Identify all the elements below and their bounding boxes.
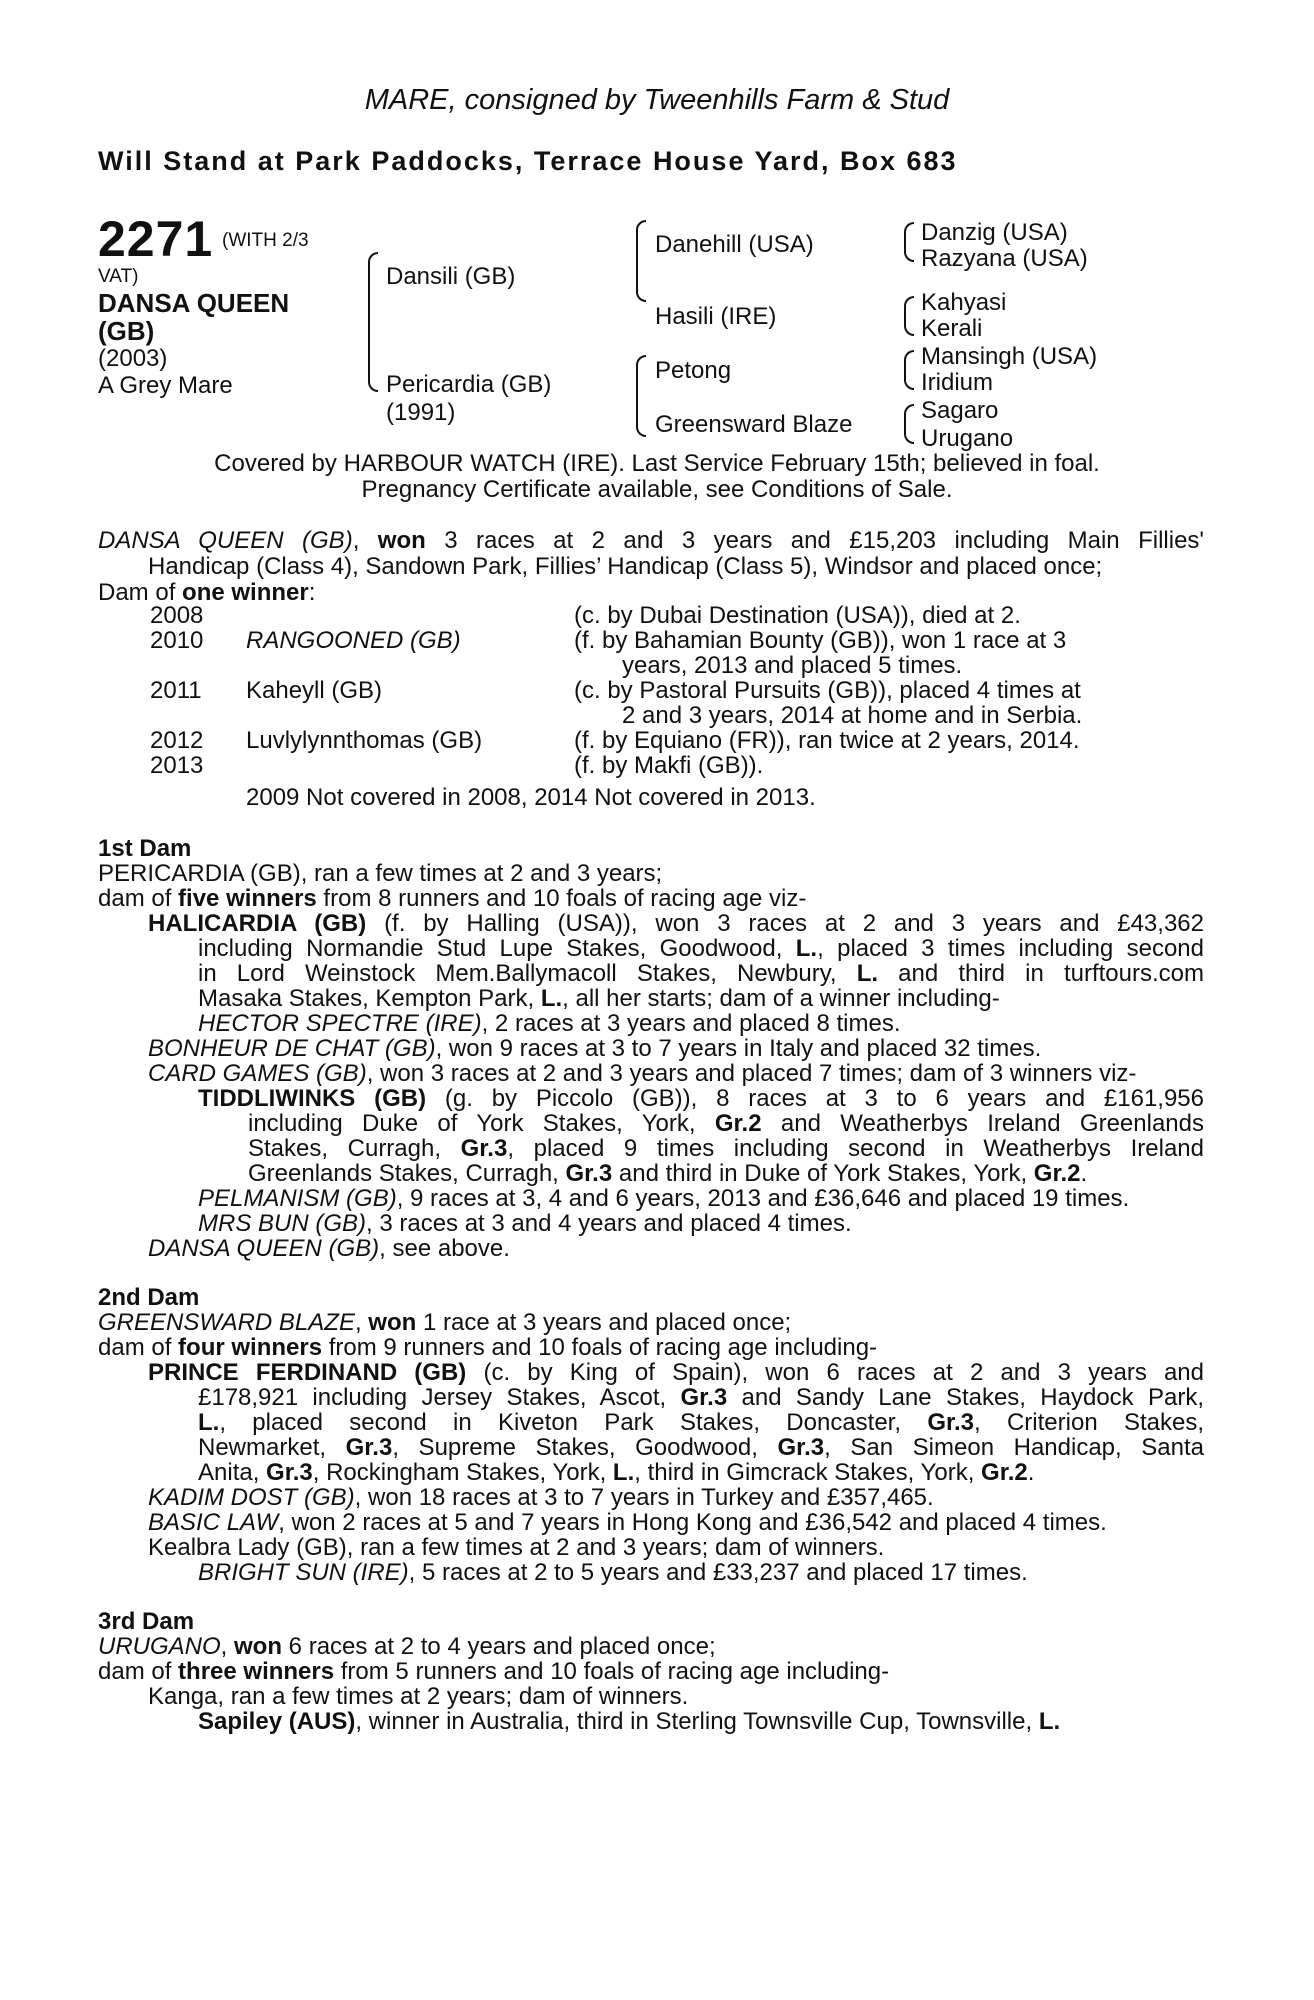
card-games-line: CARD GAMES (GB), won 3 races at 2 and 3 years and placed 7 times; dam of 3 winners viz-: [148, 1060, 1137, 1087]
bonheur-line: BONHEUR DE CHAT (GB), won 9 races at 3 to 7 years in Italy and placed 32 times.: [148, 1035, 1042, 1062]
sapiley-line: Sapiley (AUS), winner in Australia, third in Sterling Townsville Cup, Townsville, L.: [198, 1708, 1061, 1735]
dam-sire-sire: Mansingh (USA): [921, 343, 1098, 370]
tiddliwinks-line-3: Stakes, Curragh, Gr.3, placed 9 times including second in Weatherbys Ireland: [248, 1135, 1205, 1162]
ds-brace: [904, 350, 914, 390]
produce-detail: (f. by Makfi (GB)).: [574, 752, 764, 779]
produce-name: Kaheyll (GB): [246, 677, 383, 704]
produce-detail: (f. by Equiano (FR)), ran twice at 2 years, 2014.: [574, 727, 1080, 754]
hector-spectre-line: HECTOR SPECTRE (IRE), 2 races at 3 years and placed 8 times.: [198, 1010, 901, 1037]
tiddliwinks-line-2: including Duke of York Stakes, York, Gr.2 and Weatherbys Ireland Greenlands: [248, 1110, 1205, 1137]
stand-location: Will Stand at Park Paddocks, Terrace House Yard, Box 683: [98, 146, 958, 176]
horse-year: (2003): [98, 345, 168, 372]
first-dam-line: PERICARDIA (GB), ran a few times at 2 and 3 years;: [98, 860, 663, 887]
sire-dam: Hasili (IRE): [655, 303, 777, 330]
sire-sire: Danehill (USA): [655, 231, 814, 258]
lot-number: 2271: [98, 211, 214, 267]
prince-ferdinand-line-5: Anita, Gr.3, Rockingham Stakes, York, L., third in Gimcrack Stakes, York, Gr.2.: [198, 1459, 1035, 1486]
sire-brace: [636, 220, 646, 302]
horse-name: DANSA QUEEN: [98, 288, 290, 318]
produce-year: 2011: [150, 677, 202, 704]
dam-of-line: Dam of one winner:: [98, 579, 316, 606]
dam-sire: Petong: [655, 357, 732, 384]
prince-ferdinand-line-4: Newmarket, Gr.3, Supreme Stakes, Goodwood, Gr.3, San Simeon Handicap, Santa: [198, 1434, 1204, 1461]
produce-name: Luvlylynnthomas (GB): [246, 727, 483, 754]
third-dam-heading: 3rd Dam: [98, 1608, 195, 1635]
halicardia-line: HALICARDIA (GB) (f. by Halling (USA)), won 3 races at 2 and 3 years and £43,362: [148, 910, 1204, 937]
sire-dam-sire: Kahyasi: [921, 289, 1007, 316]
halicardia-line-2: including Normandie Stud Lupe Stakes, Goodwood, L., placed 3 times including second: [198, 935, 1205, 962]
pregnancy-note: Pregnancy Certificate available, see Conditions of Sale.: [361, 476, 953, 503]
prince-ferdinand-line-3: L., placed second in Kiveton Park Stakes, Doncaster, Gr.3, Criterion Stakes,: [198, 1409, 1205, 1436]
produce-detail: (c. by Dubai Destination (USA)), died at 2.: [574, 602, 1021, 629]
dam-dam-dam: Urugano: [921, 425, 1014, 452]
produce-detail-cont: years, 2013 and placed 5 times.: [622, 652, 963, 679]
dam-brace: [636, 355, 646, 437]
tiddliwinks-line-4: Greenlands Stakes, Curragh, Gr.3 and third in Duke of York Stakes, York, Gr.2.: [248, 1160, 1088, 1187]
dansa-queen-ref: DANSA QUEEN (GB), see above.: [148, 1235, 510, 1262]
horse-name-country: (GB): [98, 316, 155, 346]
dansa-race-record-cont: Handicap (Class 4), Sandown Park, Fillies’ Handicap (Class 5), Windsor and placed once;: [148, 553, 1103, 580]
sire: Dansili (GB): [386, 263, 516, 290]
produce-year: 2010: [150, 627, 204, 654]
dam: Pericardia (GB): [386, 371, 552, 398]
horse-description: A Grey Mare: [98, 372, 233, 399]
produce-detail-cont: 2 and 3 years, 2014 at home and in Serbia.: [622, 702, 1083, 729]
halicardia-line-4: Masaka Stakes, Kempton Park, L., all her starts; dam of a winner including-: [198, 985, 1000, 1012]
dansa-race-record: DANSA QUEEN (GB), won 3 races at 2 and 3 years and £15,203 including Main Fillies': [98, 527, 1205, 554]
second-dam-summary: dam of four winners from 9 runners and 10 foals of racing age including-: [98, 1334, 878, 1361]
vat-note-cont: VAT): [98, 266, 139, 287]
prince-ferdinand-line: PRINCE FERDINAND (GB) (c. by King of Spain), won 6 races at 2 and 3 years and: [148, 1359, 1205, 1386]
sire-sire-sire: Danzig (USA): [921, 219, 1068, 246]
dam-year: (1991): [386, 399, 456, 426]
second-dam-line: GREENSWARD BLAZE, won 1 race at 3 years and placed once;: [98, 1309, 792, 1336]
tiddliwinks-line: TIDDLIWINKS (GB) (g. by Piccolo (GB)), 8 races at 3 to 6 years and £161,956: [198, 1085, 1205, 1112]
produce-year: 2013: [150, 752, 204, 779]
dam-sire-dam: Iridium: [921, 369, 994, 396]
ss-brace: [904, 222, 914, 262]
produce-name: RANGOONED (GB): [246, 627, 461, 654]
vat-note: (WITH 2/3: [222, 230, 309, 251]
produce-detail: (f. by Bahamian Bounty (GB)), won 1 race at 3: [574, 627, 1067, 654]
produce-detail: (c. by Pastoral Pursuits (GB)), placed 4 times at: [574, 677, 1081, 704]
mrs-bun-line: MRS BUN (GB), 3 races at 3 and 4 years and placed 4 times.: [198, 1210, 852, 1237]
dd-brace: [904, 404, 914, 444]
dam-dam-sire: Sagaro: [921, 397, 999, 424]
halicardia-line-3: in Lord Weinstock Mem.Ballymacoll Stakes, Newbury, L. and third in turftours.com: [198, 960, 1204, 987]
first-dam-summary: dam of five winners from 8 runners and 10 foals of racing age viz-: [98, 885, 807, 912]
kadim-dost-line: KADIM DOST (GB), won 18 races at 3 to 7 years in Turkey and £357,465.: [148, 1484, 934, 1511]
bright-sun-line: BRIGHT SUN (IRE), 5 races at 2 to 5 years and £33,237 and placed 17 times.: [198, 1559, 1028, 1586]
pelmanism-line: PELMANISM (GB), 9 races at 3, 4 and 6 years, 2013 and £36,646 and placed 19 times.: [198, 1185, 1130, 1212]
produce-year: 2012: [150, 727, 204, 754]
not-covered-note: 2009 Not covered in 2008, 2014 Not covered in 2013.: [246, 784, 816, 811]
sire-dam-dam: Kerali: [921, 315, 983, 342]
third-dam-line: URUGANO, won 6 races at 2 to 4 years and placed once;: [98, 1633, 716, 1660]
first-dam-heading: 1st Dam: [98, 835, 192, 862]
third-dam-summary: dam of three winners from 5 runners and 10 foals of racing age including-: [98, 1658, 890, 1685]
kealbra-lady-line: Kealbra Lady (GB), ran a few times at 2 and 3 years; dam of winners.: [148, 1534, 885, 1561]
covered-note: Covered by HARBOUR WATCH (IRE). Last Service February 15th; believed in foal.: [214, 450, 1100, 477]
basic-law-line: BASIC LAW, won 2 races at 5 and 7 years in Hong Kong and £36,542 and placed 4 times.: [148, 1509, 1107, 1536]
pedigree-brace: [368, 252, 378, 392]
kanga-line: Kanga, ran a few times at 2 years; dam of winners.: [148, 1683, 689, 1710]
dam-dam: Greensward Blaze: [655, 411, 853, 438]
sd-brace: [904, 296, 914, 336]
second-dam-heading: 2nd Dam: [98, 1284, 200, 1311]
prince-ferdinand-line-2: £178,921 including Jersey Stakes, Ascot, Gr.3 and Sandy Lane Stakes, Haydock Park,: [198, 1384, 1204, 1411]
consignment-title: MARE, consigned by Tweenhills Farm & Stud: [364, 84, 950, 116]
sire-sire-dam: Razyana (USA): [921, 245, 1088, 272]
produce-year: 2008: [150, 602, 204, 629]
